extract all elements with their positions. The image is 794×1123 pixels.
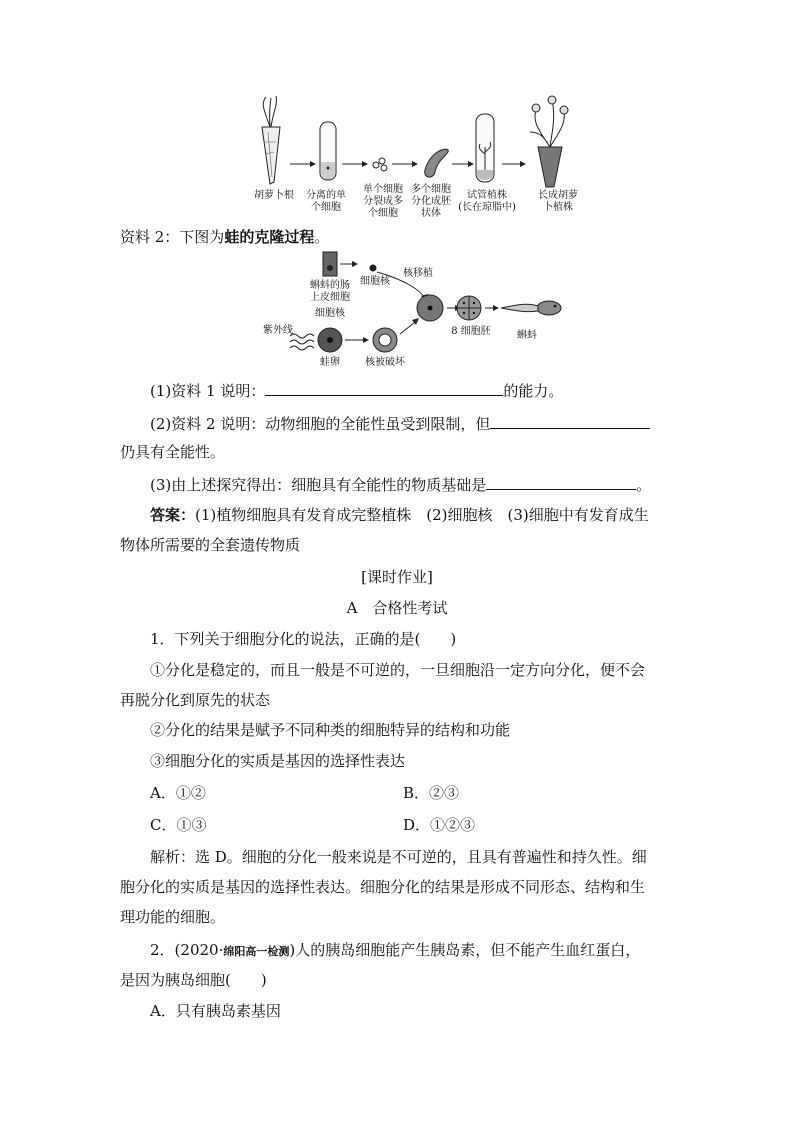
item1-option-d: D．①②③ <box>403 816 476 834</box>
carrot-root-icon <box>262 96 280 184</box>
question-3: (3)由上述探究得出：细胞具有全能性的物质基础是 。 <box>150 473 651 495</box>
embryoid-icon <box>425 149 448 177</box>
material2-heading: 资料 2：下图为蛙的克隆过程。 <box>120 228 330 246</box>
answer-blank-2 <box>490 412 650 429</box>
fig2-embryo-label: 8 细胞胚 <box>451 326 491 337</box>
test-tube-icon <box>320 122 336 180</box>
question-2: (2)资料 2 说明：动物细胞的全能性虽受到限制，但 <box>150 412 650 434</box>
donor-nucleus-icon <box>370 265 377 272</box>
item1-analysis-3: 理功能的细胞。 <box>120 908 226 926</box>
question-2-line2: 仍具有全能性。 <box>120 443 226 461</box>
plantlet-tube-icon <box>476 114 494 182</box>
item1-statement-3: ③细胞分化的实质是基因的选择性表达 <box>150 752 406 770</box>
fig1-label-embryoid: 多个细胞 分化成胚 状体 <box>411 184 451 219</box>
fig2-tadpole-label: 蝌蚪 <box>517 330 537 341</box>
fig2-destroyed-label: 核被破坏 <box>365 357 405 368</box>
item1-option-c: C．①③ <box>150 816 207 834</box>
item1-analysis-1: 解析：选 D。细胞的分化一般来说是不可逆的，且具有普遍性和持久性。细 <box>150 848 647 866</box>
intestine-cell-icon <box>323 252 337 276</box>
answer-line-2: 物体所需要的全套遗传物质 <box>120 536 301 554</box>
dividing-cells-icon <box>373 158 387 171</box>
item2-source: 绵阳高一检测 <box>223 945 290 958</box>
frog-egg-icon <box>318 328 342 352</box>
enucleated-egg-icon <box>373 328 397 352</box>
answer-blank-3 <box>486 473 636 490</box>
fig2-egg-label: 蛙卵 <box>320 357 340 368</box>
fig2-intestine-label: 蝌蚪的肠 上皮细胞 <box>310 280 350 303</box>
item1-stem: 1．下列关于细胞分化的说法，正确的是( ) <box>150 630 457 648</box>
item2-option-a: A．只有胰岛素基因 <box>150 1002 281 1020</box>
fig1-label-grown: 长成胡萝 卜植株 <box>538 190 578 213</box>
fig2-egg-nucleus-label: 细胞核 <box>315 308 345 319</box>
fig2-nucleus-label: 细胞核 <box>360 276 390 287</box>
subsection-title: A 合格性考试 <box>346 599 448 617</box>
item1-statement-1a: ①分化是稳定的，而且一般是不可逆的，一旦细胞沿一定方向分化，便不会 <box>150 661 646 679</box>
tadpole-icon <box>501 301 561 315</box>
eight-cell-embryo-icon <box>457 296 481 320</box>
item1-option-a: A．①② <box>150 784 206 802</box>
fig1-label-root: 胡萝卜根 <box>254 190 294 201</box>
question-1: (1)资料 1 说明： 的能力。 <box>150 379 563 401</box>
reconstructed-egg-icon <box>417 295 443 321</box>
fig2-transplant-label: 核移植 <box>403 268 433 279</box>
item2-stem-line2: 是因为胰岛细胞( ) <box>120 971 267 989</box>
item1-option-b: B．②③ <box>403 784 460 802</box>
item1-analysis-2: 胞分化的实质是基因的选择性表达。细胞分化的结果是形成不同形态、结构和生 <box>120 878 646 896</box>
carrot-plant-icon <box>530 96 568 187</box>
item1-statement-1b: 再脱分化到原先的状态 <box>120 691 271 709</box>
answer-blank-1 <box>265 379 503 396</box>
item2-stem: 2．(2020·绵阳高一检测)人的胰岛细胞能产生胰岛素，但不能产生血红蛋白， <box>150 941 641 959</box>
answer-line-1: 答案：(1)植物细胞具有发育成完整植株 (2)细胞核 (3)细胞中有发育成生 <box>150 506 649 524</box>
fig1-label-single-cell: 分离的单 个细胞 <box>306 190 346 213</box>
item1-statement-2: ②分化的结果是赋予不同种类的细胞特异的结构和功能 <box>150 721 511 739</box>
fig1-label-dividing: 单个细胞 分裂成多 个细胞 <box>363 184 403 219</box>
fig2-uv-label: 紫外线 <box>263 325 293 336</box>
fig1-label-tube-plant: 试管植株 (长在琼脂中) <box>458 190 516 213</box>
section-title: [课时作业] <box>361 568 433 586</box>
